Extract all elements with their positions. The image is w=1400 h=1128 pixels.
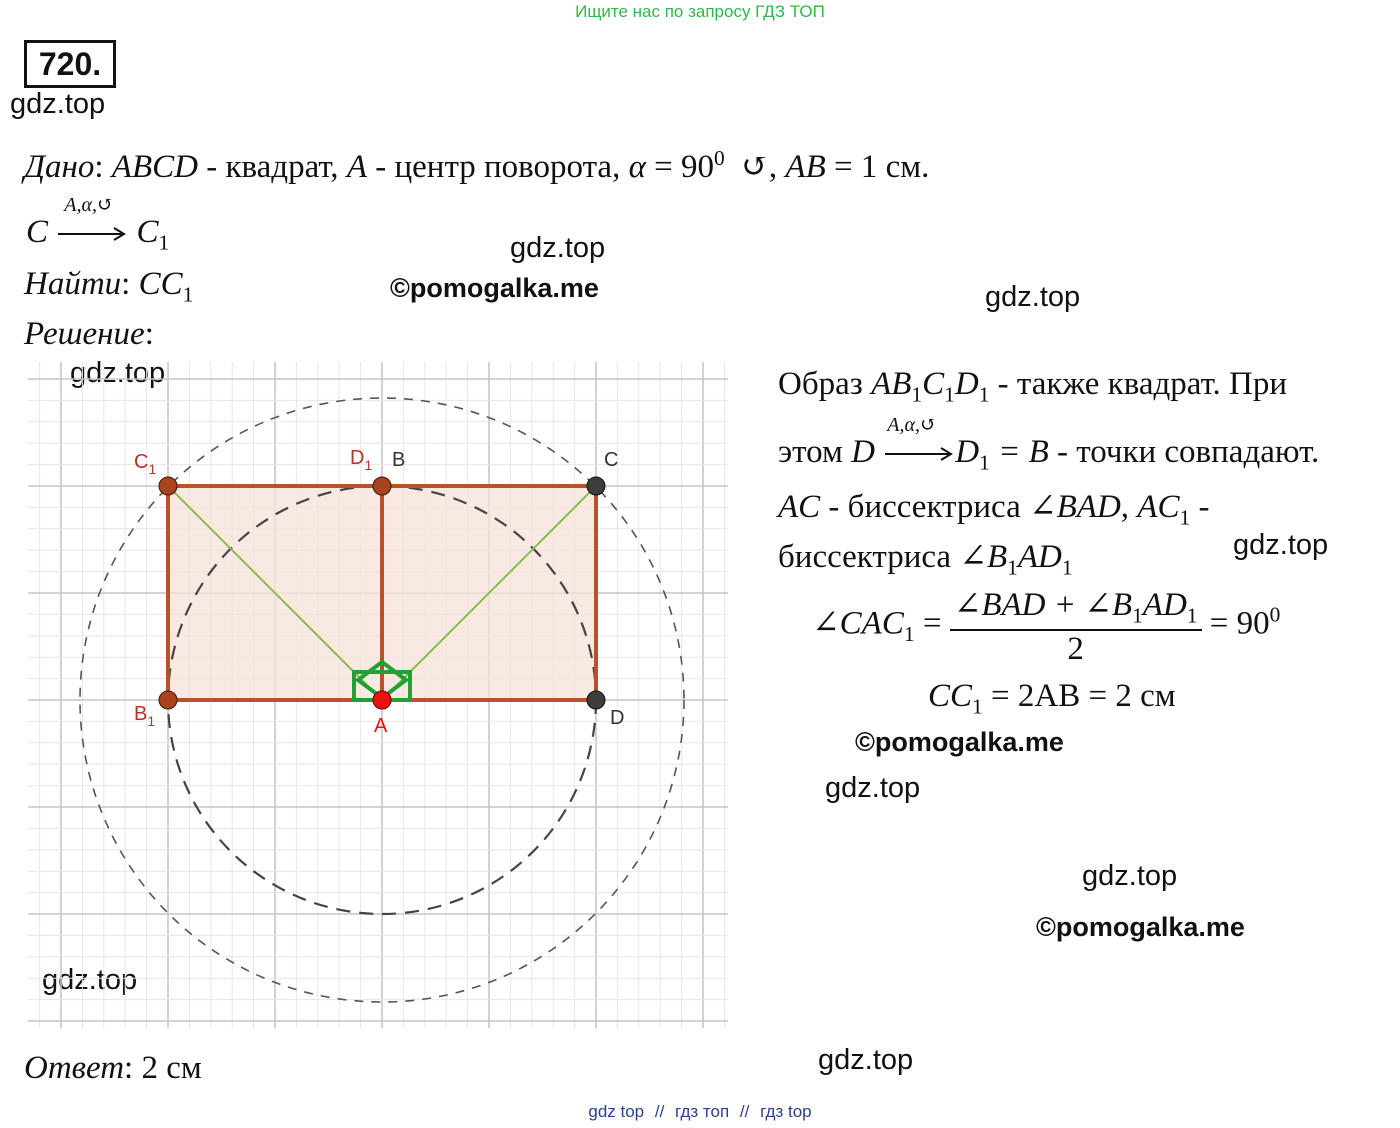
math-eq: = — [914, 605, 950, 642]
math-sub: 1 — [944, 382, 955, 407]
answer-value: 2 см — [141, 1050, 202, 1086]
explain-text: биссектриса — [778, 539, 960, 575]
mapping-to: C — [136, 214, 159, 250]
answer-line — [24, 1050, 202, 1087]
center-name: A — [346, 149, 367, 185]
explain-text: - биссектриса — [820, 489, 1029, 525]
mapping-line — [26, 194, 170, 256]
find-target-sub: 1 — [182, 282, 194, 307]
footer-link-gdz-top-ru[interactable]: гдз топ — [675, 1102, 730, 1121]
degree-mark: 0 — [1269, 602, 1281, 627]
label-c: C — [604, 449, 619, 471]
given-square-text: - квадрат, — [197, 149, 347, 185]
point-a — [373, 691, 391, 709]
watermark-gdz: gdz.top — [42, 964, 138, 996]
long-arrow-icon — [56, 224, 128, 244]
label-b1: $B_1$ — [134, 703, 156, 729]
point-b — [373, 477, 391, 495]
math-result: = 2AB = 2 см — [982, 678, 1176, 714]
label-c1: $C_1$ — [134, 451, 157, 477]
math-eq-b: = B — [989, 434, 1049, 470]
math-d: D — [954, 366, 979, 402]
explain-text: - — [1190, 489, 1210, 525]
math-sub: 1 — [978, 382, 990, 407]
watermark-gdz: gdz.top — [818, 1044, 914, 1076]
mapping-arrow-label: A,α,↺ — [887, 414, 937, 436]
math-sub: 1 — [1186, 603, 1198, 628]
geometry-figure — [28, 362, 730, 1038]
watermark-pomogalka: ©pomogalka.me — [390, 273, 599, 303]
math-sub: 1 — [911, 382, 923, 407]
find-line — [24, 266, 193, 308]
math-sub: 1 — [903, 621, 915, 646]
math-sub: 1 — [1179, 505, 1191, 530]
watermark-gdz: gdz.top — [1082, 860, 1178, 892]
math-d: D — [851, 434, 875, 470]
math-rhs: = 90 — [1209, 605, 1270, 642]
mapping-arrow — [883, 414, 955, 471]
math-ac: AC — [778, 489, 821, 525]
problem-number: 720. — [24, 40, 116, 88]
given-sep: : — [94, 149, 112, 185]
math-sub: 1 — [1007, 555, 1018, 580]
find-target: CC — [138, 266, 183, 302]
point-c1 — [159, 477, 177, 495]
given-label: Дано — [24, 149, 95, 185]
math-sub: 1 — [972, 694, 983, 719]
math-ab: AB — [871, 366, 912, 402]
math-angle-cac1: ∠CAC — [812, 605, 904, 642]
math-num: AD — [1142, 587, 1187, 623]
fraction — [950, 584, 1202, 668]
given-center-text: - центр поворота, — [366, 149, 629, 185]
footer-separator: // — [654, 1102, 665, 1121]
formula-angle — [812, 584, 1280, 668]
explain-line-4 — [778, 536, 1073, 581]
find-label: Найти — [24, 266, 122, 302]
square-name: ABCD — [111, 149, 198, 185]
watermark-pomogalka: ©pomogalka.me — [855, 727, 1064, 757]
solution-label: Решение — [24, 316, 145, 352]
label-d1: $D_1$ — [350, 447, 373, 473]
watermark-gdz: gdz.top — [70, 357, 166, 389]
long-arrow-icon — [883, 444, 955, 464]
formula-result — [928, 678, 1176, 720]
given-comma: , — [768, 149, 786, 185]
rotation-icon: ↺ — [741, 149, 769, 185]
given-line — [24, 146, 929, 186]
answer-sep: : — [124, 1050, 142, 1086]
math-angle: ∠B — [959, 539, 1008, 575]
math-sub: 1 — [1132, 603, 1143, 628]
alpha-symbol: α — [628, 149, 646, 185]
mapping-arrow-label: A,α,↺ — [64, 194, 114, 216]
fraction-denominator: 2 — [1067, 630, 1084, 667]
watermark-pomogalka: ©pomogalka.me — [1036, 912, 1245, 942]
side-name: AB — [785, 149, 826, 185]
side-value: = 1 см. — [825, 149, 930, 185]
find-sep: : — [121, 266, 139, 302]
label-a: A — [374, 715, 388, 737]
point-d — [587, 691, 605, 709]
math-cc1: CC — [928, 678, 973, 714]
math-sub: 1 — [1061, 555, 1073, 580]
explain-text: , — [1120, 489, 1138, 525]
mapping-arrow — [56, 194, 128, 251]
answer-label: Ответ — [24, 1050, 125, 1086]
label-d: D — [610, 707, 625, 729]
search-hint-link[interactable]: Ищите нас по запросу ГДЗ ТОП — [575, 2, 825, 21]
explain-line-3 — [778, 486, 1209, 531]
watermark-gdz: gdz.top — [10, 88, 106, 120]
explain-text: - также квадрат. При — [989, 366, 1288, 402]
explain-line-1 — [778, 366, 1287, 408]
alpha-value: = 90 — [645, 149, 715, 185]
explain-text: - точки совпадают. — [1048, 434, 1320, 470]
explain-line-2 — [778, 414, 1320, 476]
watermark-gdz: gdz.top — [1233, 529, 1329, 561]
math-angle-bad: ∠BAD — [1028, 489, 1121, 525]
point-b1 — [159, 691, 177, 709]
footer-link-gdz-top-mixed[interactable]: гдз top — [760, 1102, 812, 1121]
footer-link-gdz-top[interactable]: gdz top — [588, 1102, 645, 1121]
math-d1: D — [955, 434, 980, 470]
footer-separator: // — [739, 1102, 750, 1121]
mapping-from: C — [26, 214, 49, 250]
explain-text: Образ — [778, 366, 872, 402]
watermark-gdz: gdz.top — [825, 772, 921, 804]
math-num: ∠BAD + ∠B — [953, 587, 1133, 623]
fraction-numerator — [950, 584, 1202, 631]
math-sub: 1 — [979, 450, 990, 475]
point-c — [587, 477, 605, 495]
label-b: B — [392, 449, 406, 471]
degree-mark: 0 — [714, 146, 725, 170]
math-ac1: AC — [1137, 489, 1180, 525]
math-c: C — [922, 366, 945, 402]
watermark-gdz: gdz.top — [985, 281, 1081, 313]
solution-sep: : — [144, 316, 154, 352]
footer-links — [0, 1102, 1400, 1122]
solution-line — [24, 316, 154, 353]
mapping-to-sub: 1 — [158, 230, 170, 255]
math-ad: AD — [1017, 539, 1062, 575]
watermark-gdz: gdz.top — [510, 232, 606, 264]
explain-text: этом — [778, 434, 852, 470]
